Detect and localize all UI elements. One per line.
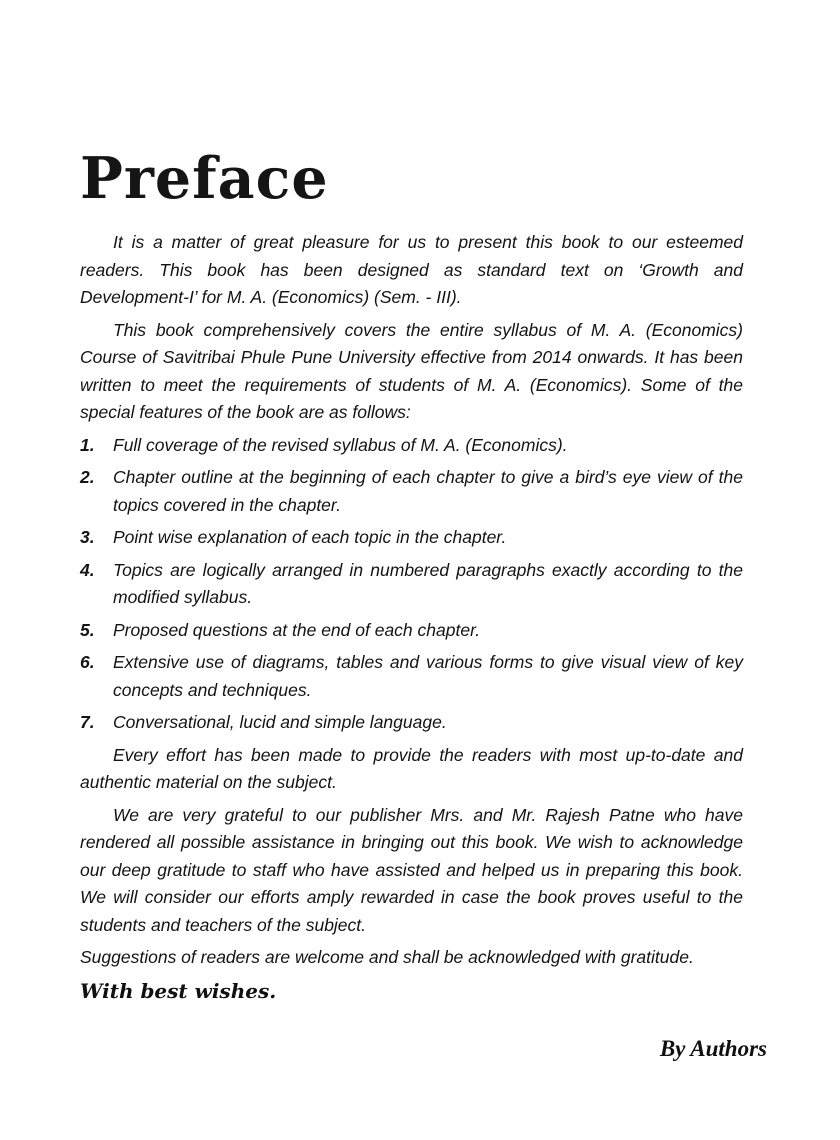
paragraph-effort: Every effort has been made to provide the readers with most up-to-date and authentic material on the subject. [80, 744, 743, 792]
preface-body [80, 229, 767, 1062]
list-item-text: Extensive use of diagrams, tables and various forms to give visual view of key concepts and techniques. [113, 652, 743, 700]
page-title: Preface [80, 145, 329, 212]
list-item [80, 709, 743, 737]
list-item [80, 464, 743, 519]
list-item [80, 432, 743, 460]
list-item-number: 1. [80, 434, 95, 455]
author-signature: By Authors [659, 1035, 767, 1061]
list-item [80, 557, 743, 612]
list-item-text: Point wise explanation of each topic in the chapter. [113, 527, 507, 547]
list-item-number: 5. [80, 619, 95, 640]
list-item-number: 4. [80, 559, 95, 580]
list-item-text: Topics are logically arranged in numbered paragraphs exactly according to the modified syllabus. [113, 559, 743, 607]
list-item-number: 2. [80, 467, 95, 487]
list-item [80, 524, 743, 552]
list-item-text: Chapter outline at the beginning of each chapter to give a bird’s eye view of the topics covered in the chapter. [113, 467, 743, 515]
list-item [80, 617, 743, 645]
list-item-text: Conversational, lucid and simple language. [113, 712, 447, 732]
list-item [80, 649, 743, 704]
feature-list [80, 432, 743, 737]
list-item-number: 6. [80, 652, 95, 672]
closing-wishes: With best wishes. [80, 978, 277, 1003]
list-item-text: Proposed questions at the end of each chapter. [113, 619, 481, 640]
list-item-number: 7. [80, 712, 95, 732]
list-item-text: Full coverage of the revised syllabus of M. A. (Economics). [113, 434, 568, 455]
paragraph-grateful: We are very grateful to our publisher Mrs. and Mr. Rajesh Patne who have rendered all possible assistance in bringing out this book. We wish to acknowledge our deep gratitude to staff who have assisted and helped us in preparing this book. We will consider our efforts amply rewarded in case the book proves useful to the students and teachers of the subject. [80, 804, 743, 935]
list-item-number: 3. [80, 527, 95, 547]
paragraph-coverage: This book comprehensively covers the entire syllabus of M. A. (Economics) Course of Savitribai Phule Pune University effective from 2014 onwards. It has been written to meet the requirements of students of M. A. (Economics). Some of the special features of the book are as follows: [80, 319, 743, 422]
paragraph-intro: It is a matter of great pleasure for us to present this book to our esteemed readers. This book has been designed as standard text on ‘Growth and Development-I’ for M. A. (Economics) (Sem. - III). [80, 232, 743, 307]
paragraph-suggestions: Suggestions of readers are welcome and shall be acknowledged with gratitude. [80, 947, 694, 967]
